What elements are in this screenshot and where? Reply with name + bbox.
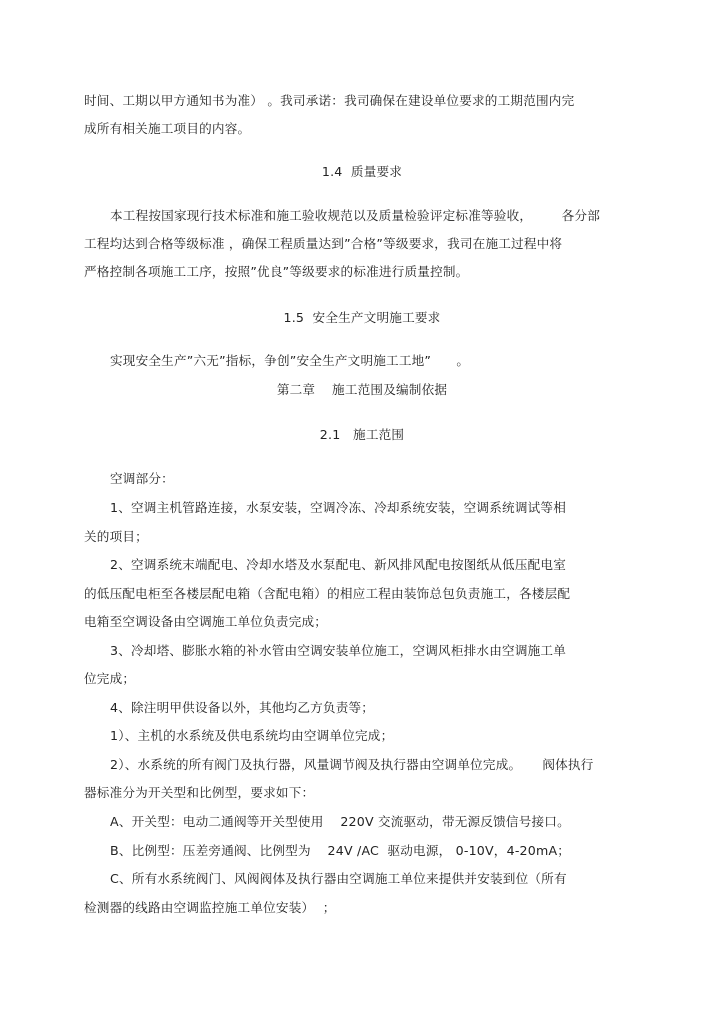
paragraph-line: 本工程按国家现行技术标准和施工验收规范以及质量检验评定标准等验收， 各分部 — [110, 208, 600, 223]
section-heading: 1.4 质量要求 — [321, 164, 403, 179]
paragraph-line: 位完成； — [84, 671, 136, 686]
section-heading: 1.5 安全生产文明施工要求 — [283, 310, 441, 325]
paragraph-line: 检测器的线路由空调监控施工单位安装） ； — [84, 900, 336, 915]
chapter-heading: 第二章 施工范围及编制依据 — [276, 382, 448, 397]
paragraph-line: 关的项目； — [84, 529, 148, 544]
paragraph-line: 4、除注明甲供设备以外，其他均乙方负责等； — [110, 700, 375, 715]
paragraph-line: 3、冷却塔、膨胀水箱的补水管由空调安装单位施工，空调风柜排水由空调施工单 — [110, 643, 566, 658]
paragraph-line: 时间、工期以甲方通知书为准） 。我司承诺：我司确保在建设单位要求的工期范围内完 — [84, 93, 575, 108]
paragraph-line: B、比例型：压差旁通阀、比例型为 24V /AC 驱动电源， 0-10V，4-20mA； — [110, 843, 571, 858]
paragraph-line: A、开关型：电动二通阀等开关型使用 220V 交流驱动，带无源反馈信号接口。 — [110, 814, 570, 829]
paragraph-line: 1、空调主机管路连接，水泵安装，空调冷冻、冷却系统安装，空调系统调试等相 — [110, 500, 566, 515]
paragraph-line: 成所有相关施工项目的内容。 — [84, 121, 251, 136]
paragraph-line: 工程均达到合格等级标准 ，确保工程质量达到”合格”等级要求，我司在施工过程中将 — [84, 236, 563, 251]
paragraph-line: 的低压配电柜至各楼层配电箱（含配电箱）的相应工程由装饰总包负责施工，各楼层配 — [84, 586, 571, 601]
paragraph-line: 严格控制各项施工工序，按照”优良”等级要求的标准进行质量控制。 — [84, 264, 469, 279]
paragraph-line: C、所有水系统阀门、风阀阀体及执行器由空调施工单位来提供并安装到位（所有 — [110, 871, 567, 886]
paragraph-line: 空调部分： — [110, 471, 174, 486]
paragraph-line: 实现安全生产”六无”指标，争创”安全生产文明施工工地” 。 — [110, 353, 470, 368]
paragraph-line: 2）、水系统的所有阀门及执行器，风量调节阀及执行器由空调单位完成。 阀体执行 — [110, 757, 594, 772]
paragraph-line: 器标准分为开关型和比例型，要求如下： — [84, 785, 315, 800]
paragraph-line: 2、空调系统末端配电、冷却水塔及水泵配电、新风排风配电按图纸从低压配电室 — [110, 557, 566, 572]
section-heading: 2.1 施工范围 — [319, 427, 405, 442]
paragraph-line: 电箱至空调设备由空调施工单位负责完成； — [84, 614, 328, 629]
paragraph-line: 1）、主机的水系统及供电系统均由空调单位完成； — [110, 728, 394, 743]
